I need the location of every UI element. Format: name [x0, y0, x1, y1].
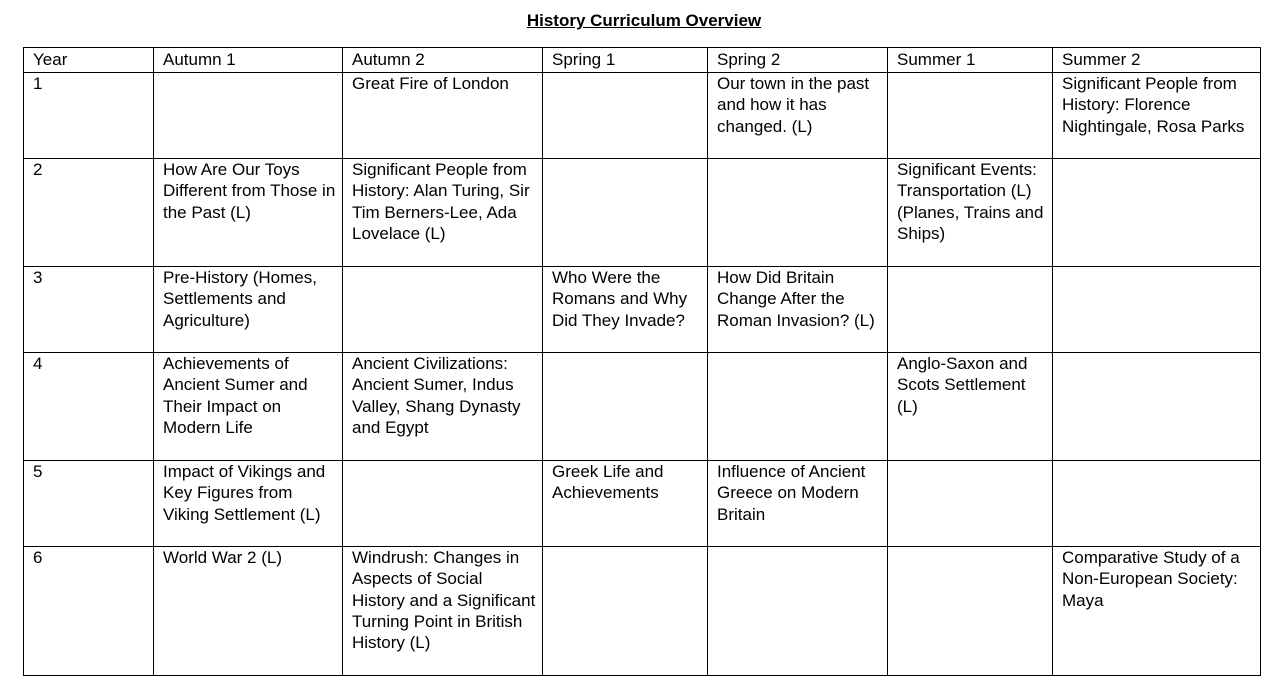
autumn-2-cell: [343, 267, 543, 353]
spring-2-cell: [708, 353, 888, 461]
autumn-2-cell: Ancient Civilizations: Ancient Sumer, Indus Valley, Shang Dynasty and Egypt: [343, 353, 543, 461]
spring-1-cell: [543, 547, 708, 676]
column-header-summer-2: Summer 2: [1053, 48, 1261, 73]
spring-2-cell: [708, 547, 888, 676]
spring-1-cell: [543, 353, 708, 461]
summer-1-cell: [888, 267, 1053, 353]
spring-2-cell: Influence of Ancient Greece on Modern Britain: [708, 461, 888, 547]
column-header-autumn-2: Autumn 2: [343, 48, 543, 73]
table-row: [24, 267, 1261, 353]
summer-2-cell: [1053, 353, 1261, 461]
table-row: [24, 547, 1261, 676]
summer-1-cell: Anglo-Saxon and Scots Settlement (L): [888, 353, 1053, 461]
autumn-1-cell: Impact of Vikings and Key Figures from Viking Settlement (L): [154, 461, 343, 547]
summer-1-cell: Significant Events: Transportation (L) (Planes, Trains and Ships): [888, 159, 1053, 267]
autumn-1-cell: Achievements of Ancient Sumer and Their Impact on Modern Life: [154, 353, 343, 461]
column-header-spring-2: Spring 2: [708, 48, 888, 73]
summer-2-cell: Significant People from History: Florence Nightingale, Rosa Parks: [1053, 73, 1261, 159]
page-title: History Curriculum Overview: [526, 11, 762, 30]
autumn-1-cell: World War 2 (L): [154, 547, 343, 676]
summer-1-cell: [888, 461, 1053, 547]
table-row: [24, 461, 1261, 547]
spring-2-cell: [708, 159, 888, 267]
column-header-summer-1: Summer 1: [888, 48, 1053, 73]
spring-1-cell: Who Were the Romans and Why Did They Invade?: [543, 267, 708, 353]
year-cell: 3: [24, 267, 154, 353]
autumn-2-cell: [343, 461, 543, 547]
autumn-2-cell: Great Fire of London: [343, 73, 543, 159]
spring-1-cell: Greek Life and Achievements: [543, 461, 708, 547]
year-cell: 1: [24, 73, 154, 159]
autumn-1-cell: How Are Our Toys Different from Those in the Past (L): [154, 159, 343, 267]
summer-1-cell: [888, 547, 1053, 676]
year-cell: 4: [24, 353, 154, 461]
summer-2-cell: Comparative Study of a Non-European Society: Maya: [1053, 547, 1261, 676]
table-row: [24, 159, 1261, 267]
table-row: [24, 353, 1261, 461]
autumn-2-cell: Significant People from History: Alan Turing, Sir Tim Berners-Lee, Ada Lovelace (L): [343, 159, 543, 267]
summer-1-cell: [888, 73, 1053, 159]
spring-1-cell: [543, 159, 708, 267]
summer-2-cell: [1053, 267, 1261, 353]
summer-2-cell: [1053, 461, 1261, 547]
autumn-2-cell: Windrush: Changes in Aspects of Social History and a Significant Turning Point in British History (L): [343, 547, 543, 676]
header-row: [24, 48, 1261, 73]
autumn-1-cell: [154, 73, 343, 159]
curriculum-table: [23, 47, 1261, 676]
column-header-year: Year: [24, 48, 154, 73]
year-cell: 2: [24, 159, 154, 267]
spring-2-cell: How Did Britain Change After the Roman Invasion? (L): [708, 267, 888, 353]
table-row: [24, 73, 1261, 159]
spring-1-cell: [543, 73, 708, 159]
column-header-spring-1: Spring 1: [543, 48, 708, 73]
year-cell: 5: [24, 461, 154, 547]
year-cell: 6: [24, 547, 154, 676]
autumn-1-cell: Pre-History (Homes, Settlements and Agriculture): [154, 267, 343, 353]
column-header-autumn-1: Autumn 1: [154, 48, 343, 73]
summer-2-cell: [1053, 159, 1261, 267]
spring-2-cell: Our town in the past and how it has changed. (L): [708, 73, 888, 159]
